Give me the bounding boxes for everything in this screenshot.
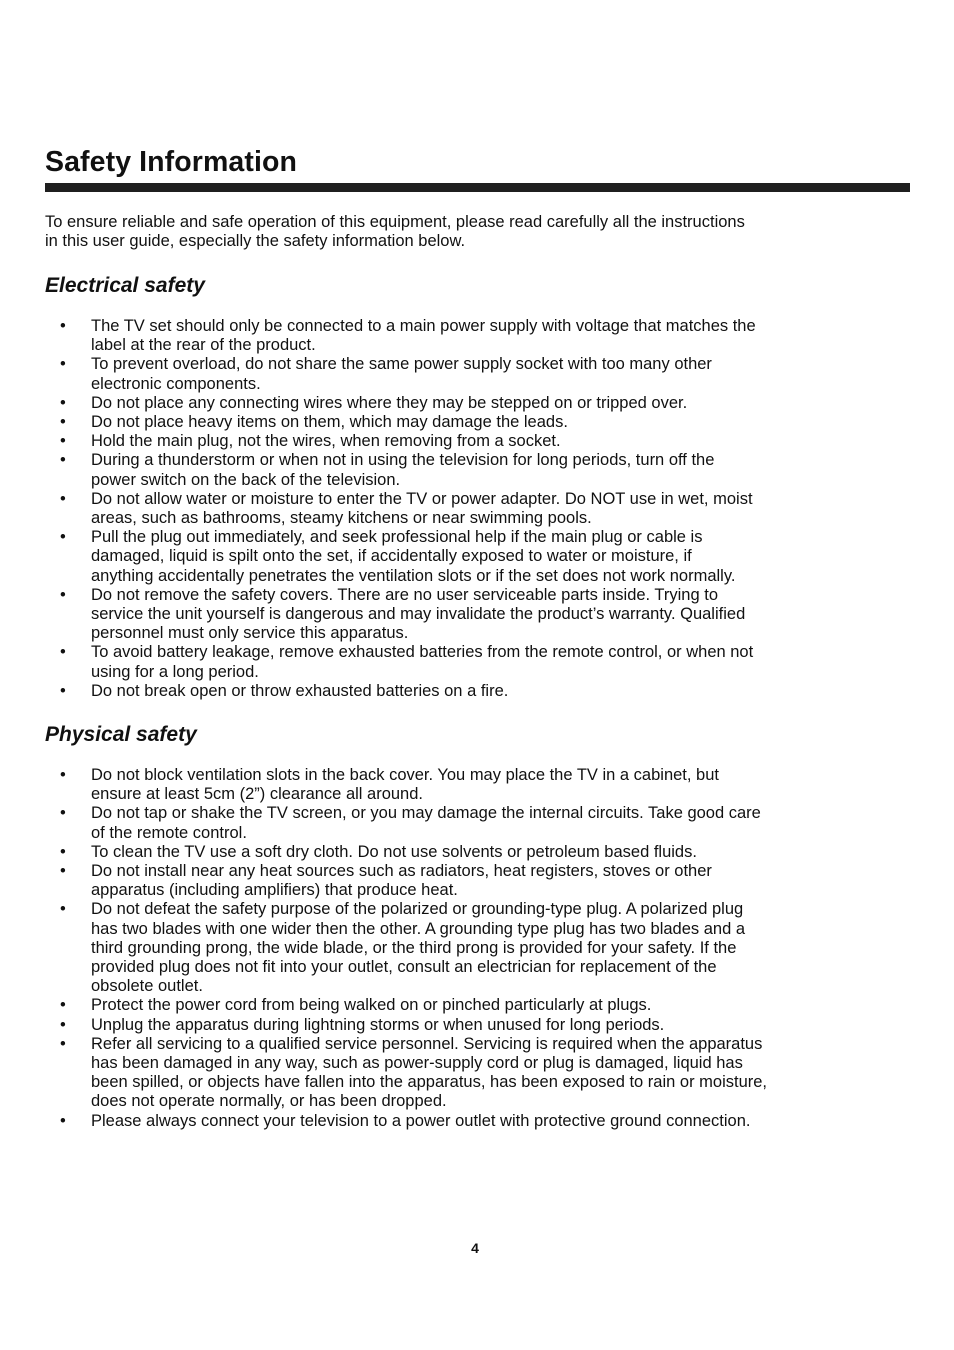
list-item-line: obsolete outlet. [91, 977, 203, 996]
bullet-marker: • [60, 528, 66, 547]
bullet-marker: • [60, 900, 66, 919]
list-item [0, 996, 954, 1015]
bullet-marker: • [60, 842, 66, 861]
list-item [0, 528, 954, 586]
list-item [0, 394, 954, 413]
list-item [0, 1112, 954, 1131]
list-item-line: personnel must only service this apparatus. [91, 624, 409, 643]
list-item-line: electronic components. [91, 374, 261, 393]
physical-safety-list [0, 766, 954, 1131]
list-item-line: Do not install near any heat sources such as radiators, heat registers, stoves or other [91, 862, 712, 881]
list-item-line: has two blades with one wider then the other. A grounding type plug has two blades and a [91, 919, 746, 938]
list-item [0, 413, 954, 432]
intro-line: To ensure reliable and safe operation of this equipment, please read carefully all the instructions [45, 213, 745, 231]
list-item [0, 766, 954, 804]
list-item-line: Unplug the apparatus during lightning storms or when unused for long periods. [91, 1015, 665, 1034]
list-item-line: To prevent overload, do not share the same power supply socket with too many other [91, 355, 712, 374]
intro-paragraph [45, 213, 911, 251]
list-item-line: third grounding prong, the wide blade, or the third prong is provided for your safety. If the [91, 938, 737, 957]
list-item [0, 900, 954, 996]
bullet-marker: • [60, 1015, 66, 1034]
bullet-marker: • [60, 432, 66, 451]
electrical-safety-heading: Electrical safety [45, 274, 205, 297]
list-item-line: label at the rear of the product. [91, 336, 316, 355]
bullet-marker: • [60, 317, 66, 335]
list-item-line: Do not block ventilation slots in the back cover. You may place the TV in a cabinet, but [91, 766, 719, 784]
list-item [0, 643, 954, 681]
list-item-line: Do not defeat the safety purpose of the polarized or grounding-type plug. A polarized plug [91, 900, 744, 919]
list-item [0, 682, 954, 701]
bullet-marker: • [60, 489, 66, 508]
list-item [0, 804, 954, 842]
electrical-safety-list [0, 317, 954, 701]
page-title: Safety Information [45, 146, 297, 178]
list-item-line: Refer all servicing to a qualified service personnel. Servicing is required when the apparatus [91, 1034, 763, 1053]
list-item-line: During a thunderstorm or when not in using the television for long periods, turn off the [91, 451, 715, 470]
bullet-marker: • [60, 451, 66, 470]
list-item-line: Protect the power cord from being walked on or pinched particularly at plugs. [91, 996, 652, 1015]
list-item-line: To clean the TV use a soft dry cloth. Do not use solvents or petroleum based fluids. [91, 842, 697, 861]
list-item [0, 355, 954, 393]
list-item-line: apparatus (including amplifiers) that produce heat. [91, 881, 458, 900]
list-item-line: The TV set should only be connected to a main power supply with voltage that matches the [91, 317, 756, 335]
list-item [0, 490, 954, 528]
list-item [0, 586, 954, 644]
list-item-line: using for a long period. [91, 662, 259, 681]
list-item-line: power switch on the back of the television. [91, 470, 401, 489]
bullet-marker: • [60, 413, 66, 432]
title-rule [45, 183, 910, 192]
list-item [0, 1035, 954, 1112]
list-item-line: To avoid battery leakage, remove exhausted batteries from the remote control, or when not [91, 643, 754, 662]
list-item [0, 1016, 954, 1035]
list-item-line: ensure at least 5cm (2”) clearance all around. [91, 785, 423, 804]
bullet-marker: • [60, 1034, 66, 1053]
list-item-line: has been damaged in any way, such as power-supply cord or plug is damaged, liquid has [91, 1054, 743, 1073]
bullet-marker: • [60, 681, 66, 700]
list-item [0, 843, 954, 862]
bullet-marker: • [60, 355, 66, 374]
physical-safety-heading: Physical safety [45, 723, 197, 746]
list-item-line: damaged, liquid is spilt onto the set, if accidentally exposed to water or moisture, if [91, 547, 692, 566]
list-item [0, 862, 954, 900]
list-item [0, 432, 954, 451]
bullet-marker: • [60, 1111, 66, 1130]
list-item-line: anything accidentally penetrates the ventilation slots or if the set does not work normally. [91, 566, 736, 585]
list-item-line: Do not remove the safety covers. There are no user serviceable parts inside. Trying to [91, 585, 718, 604]
list-item [0, 317, 954, 355]
bullet-marker: • [60, 804, 66, 823]
list-item-line: provided plug does not fit into your outlet, consult an electrician for replacement of the [91, 958, 717, 977]
list-item-line: does not operate normally, or has been dropped. [91, 1092, 447, 1111]
list-item-line: Do not break open or throw exhausted batteries on a fire. [91, 681, 509, 700]
list-item-line: Do not tap or shake the TV screen, or you may damage the internal circuits. Take good care [91, 804, 761, 823]
bullet-marker: • [60, 585, 66, 604]
bullet-marker: • [60, 996, 66, 1015]
list-item-line: Please always connect your television to a power outlet with protective ground connection. [91, 1111, 751, 1130]
list-item-line: Pull the plug out immediately, and seek professional help if the main plug or cable is [91, 528, 703, 547]
page-number: 4 [471, 1240, 479, 1256]
list-item-line: Do not allow water or moisture to enter the TV or power adapter. Do NOT use in wet, moist [91, 489, 753, 508]
list-item [0, 451, 954, 489]
list-item-line: been spilled, or objects have fallen into the apparatus, has been exposed to rain or moisture, [91, 1073, 768, 1092]
list-item-line: Hold the main plug, not the wires, when removing from a socket. [91, 432, 561, 451]
bullet-marker: • [60, 643, 66, 662]
bullet-marker: • [60, 862, 66, 881]
list-item-line: Do not place any connecting wires where they may be stepped on or tripped over. [91, 393, 688, 412]
list-item-line: of the remote control. [91, 823, 247, 842]
intro-line: in this user guide, especially the safety information below. [45, 232, 466, 251]
bullet-marker: • [60, 766, 66, 784]
bullet-marker: • [60, 393, 66, 412]
list-item-line: Do not place heavy items on them, which may damage the leads. [91, 413, 568, 432]
list-item-line: service the unit yourself is dangerous and may invalidate the product’s warranty. Qualified [91, 605, 746, 624]
list-item-line: areas, such as bathrooms, steamy kitchens or near swimming pools. [91, 509, 592, 528]
